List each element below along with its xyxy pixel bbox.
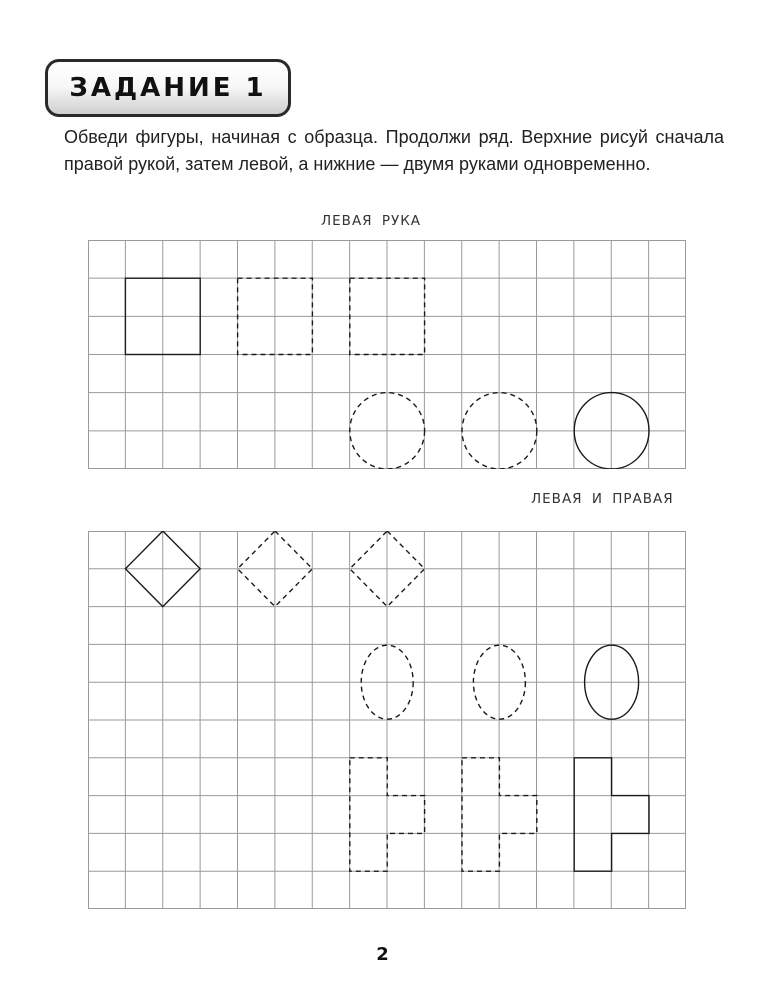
tracing-grid-both-hands[interactable] [88, 531, 686, 909]
page-number: 2 [376, 944, 389, 965]
task-instruction: Обведи фигуры, начиная с образца. Продолжи ряд. Верхние рисуй сначала правой рукой, затем левой, а нижние — двумя руками одновременно. [64, 127, 724, 174]
grid-label-left-hand: ЛЕВАЯ РУКА [321, 213, 422, 229]
task-title: ЗАДАНИЕ 1 [69, 73, 267, 103]
task-title-badge [45, 59, 291, 117]
tracing-grid-left-hand[interactable] [88, 240, 686, 469]
grid-label-both-hands: ЛЕВАЯ И ПРАВАЯ [531, 491, 674, 507]
grid-lines [88, 531, 686, 909]
